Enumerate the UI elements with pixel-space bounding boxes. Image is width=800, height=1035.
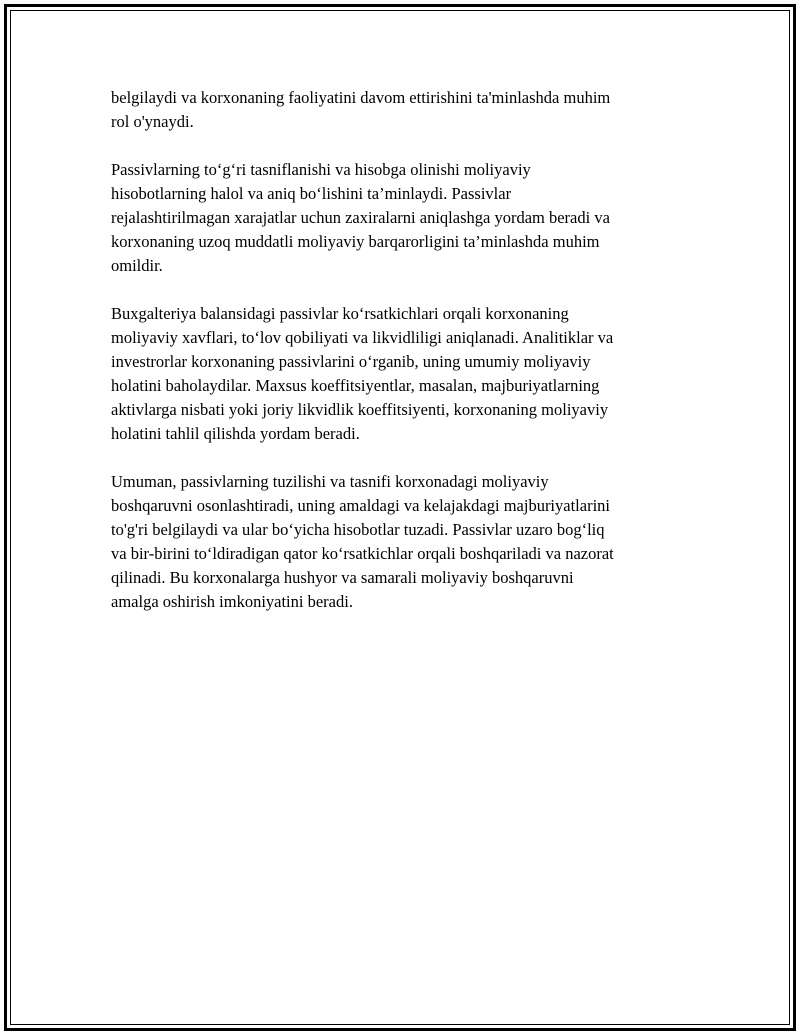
- paragraph-2: Passivlarning to‘g‘ri tasniflanishi va hisobga olinishi moliyaviy hisobotlarning halol va aniq bo‘lishini ta’minlaydi. Passivlar rejalashtirilmagan xarajatlar uchun zaxiralarni aniqlashga yordam beradi va korxonaning uzoq muddatli moliyaviy barqarorligini ta’minlashda muhim omildir.: [111, 160, 610, 275]
- paragraph-3: Buxgalteriya balansidagi passivlar ko‘rsatkichlari orqali korxonaning moliyaviy xavflari, to‘lov qobiliyati va likvidliligi aniqlanadi. Analitiklar va investrorlar korxonaning passivlarini o‘rganib, uning umumiy moliyaviy holatini baholaydilar. Maxsus koeffitsiyentlar, masalan, majburiyatlarning aktivlarga nisbati yoki joriy likvidlik koeffitsiyenti, korxonaning moliyaviy holatini tahlil qilishda yordam beradi.: [111, 304, 614, 443]
- paragraph-4: Umuman, passivlarning tuzilishi va tasnifi korxonadagi moliyaviy boshqaruvni osonlashtiradi, uning amaldagi va kelajakdagi majburiyatlarini to'g'ri belgilaydi va ular bo‘yicha hisobotlar tuzadi. Passivlar uzaro bog‘liq va bir-birini to‘ldiradigan qator ko‘rsatkichlar orqali boshqariladi va nazorat qilinadi. Bu korxonalarga hushyor va samarali moliyaviy boshqaruvni amalga oshirish imkoniyatini beradi.: [111, 472, 614, 611]
- paragraph-1: belgilaydi va korxonaning faoliyatini davom ettirishini ta'minlashda muhim rol o'ynaydi.: [111, 88, 611, 131]
- document-body: [111, 86, 686, 638]
